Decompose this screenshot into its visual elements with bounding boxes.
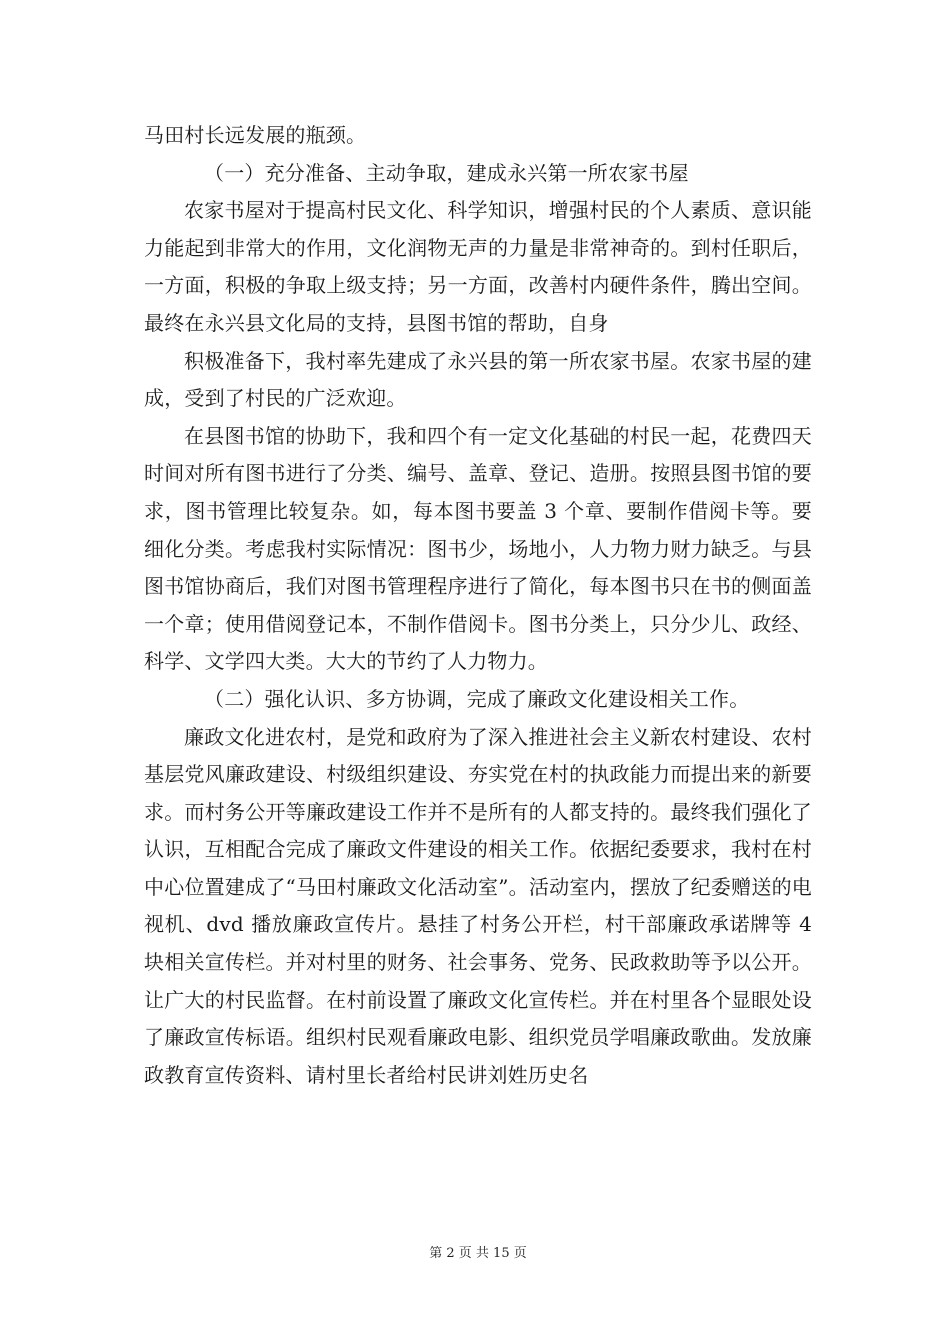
paragraph: 在县图书馆的协助下，我和四个有一定文化基础的村民一起，花费四天时间对所有图书进行了分类、编号、盖章、登记、造册。按照县图书馆的要求，图书管理比较复杂。如，每本图书要盖 3 个章、要制作借阅卡等。要细化分类。考虑我村实际情况：图书少，场地小，人力物力财力缺乏。与县图书馆协商后，我们对图书管理程序进行了简化，每本图书只在书的侧面盖一个章；使用借阅登记本，不制作借阅卡。图书分类上，只分少儿、政经、科学、文学四大类。大大的节约了人力物力。 [144, 423, 812, 674]
section-heading-2: （二）强化认识、多方协调，完成了廉政文化建设相关工作。 [204, 686, 750, 711]
paragraph: 农家书屋对于提高村民文化、科学知识，增强村民的个人素质、意识能力能起到非常大的作用，文化润物无声的力量是非常神奇的。到村任职后，一方面，积极的争取上级支持；另一方面，改善村内硬件条件，腾出空间。最终在永兴县文化局的支持，县图书馆的帮助，自身 [144, 198, 812, 335]
paragraph: 积极准备下，我村率先建成了永兴县的第一所农家书屋。农家书屋的建成，受到了村民的广泛欢迎。 [144, 348, 812, 411]
paragraph: 廉政文化进农村，是党和政府为了深入推进社会主义新农村建设、农村基层党风廉政建设、村级组织建设、夯实党在村的执政能力而提出来的新要求。而村务公开等廉政建设工作并不是所有的人都支持的。最终我们强化了认识，互相配合完成了廉政文件建设的相关工作。依据纪委要求，我村在村中心位置建成了“马田村廉政文化活动室”。活动室内，摆放了纪委赠送的电视机、dvd 播放廉政宣传片。悬挂了村务公开栏，村干部廉政承诺牌等 4 块相关宣传栏。并对村里的财务、社会事务、党务、民政救助等予以公开。让广大的村民监督。在村前设置了廉政文化宣传栏。并在村里各个显眼处设了廉政宣传标语。组织村民观看廉政电影、组织党员学唱廉政歌曲。发放廉政教育宣传资料、请村里长者给村民讲刘姓历史名 [144, 724, 812, 1087]
page-number: 第 2 页 共 15 页 [429, 1246, 527, 1261]
paragraph-continuation: 马田村长远发展的瓶颈。 [144, 123, 367, 147]
body-text [144, 117, 812, 1094]
section-heading-1: （一）充分准备、主动争取，建成永兴第一所农家书屋 [204, 160, 689, 185]
